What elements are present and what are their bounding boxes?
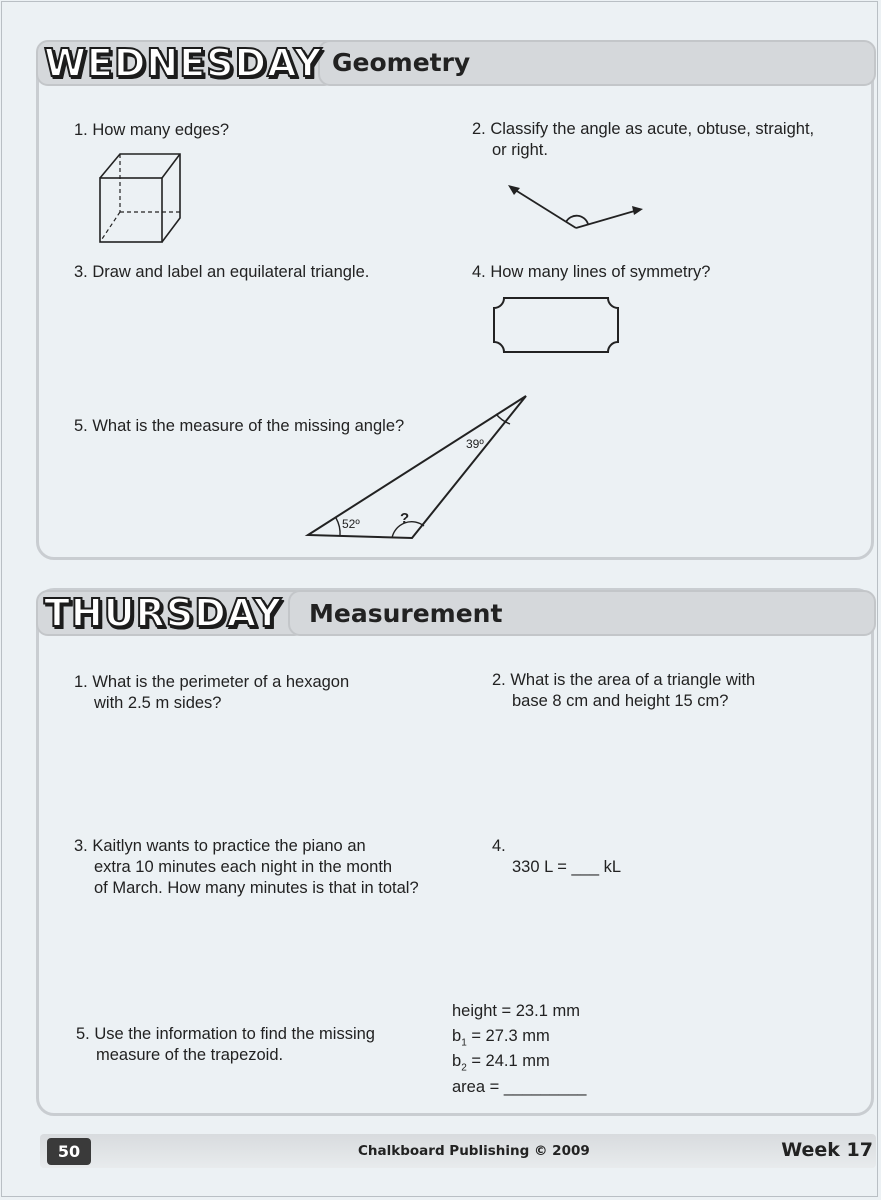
measurement-question-1-line1: 1. What is the perimeter of a hexagon: [74, 673, 350, 691]
geometry-question-4: 4. How many lines of symmetry?: [472, 263, 711, 281]
geometry-question-5: 5. What is the measure of the missing angle?: [74, 417, 405, 435]
page-number: 50: [47, 1138, 91, 1165]
measurement-question-4-text: 330 L = ___ kL: [512, 858, 622, 876]
triangle-figure: [300, 390, 532, 542]
trapezoid-area: area = _________: [452, 1078, 587, 1096]
measurement-question-3-line3: of March. How many minutes is that in total?: [94, 879, 419, 897]
measurement-question-5-line1: 5. Use the information to find the missing: [76, 1025, 375, 1043]
measurement-question-1-line2: with 2.5 m sides?: [94, 694, 222, 712]
trapezoid-base-2: $b_2 = 24.1$ mm: [452, 1052, 550, 1074]
missing-angle-label: ?: [400, 510, 410, 527]
thursday-heading: THURSDAY: [44, 591, 283, 635]
angle-39-label: 39º: [466, 437, 484, 451]
cube-figure: [94, 150, 186, 246]
angle-52-label: 52º: [342, 517, 360, 531]
obtuse-angle-figure: [500, 178, 650, 236]
measurement-question-3-line2: extra 10 minutes each night in the month: [94, 858, 393, 876]
publisher-credit: Chalkboard Publishing © 2009: [358, 1143, 590, 1159]
trapezoid-height: height = 23.1 mm: [452, 1002, 580, 1020]
measurement-title: Measurement: [309, 599, 503, 628]
measurement-question-2-line2: base 8 cm and height 15 cm?: [512, 692, 729, 710]
geometry-question-2-line1: 2. Classify the angle as acute, obtuse, straight,: [472, 120, 815, 138]
measurement-question-3-line1: 3. Kaitlyn wants to practice the piano an: [74, 837, 366, 855]
week-label: Week 17: [781, 1139, 873, 1161]
geometry-question-1: 1. How many edges?: [74, 121, 230, 139]
measurement-question-5-line2: measure of the trapezoid.: [96, 1046, 284, 1064]
measurement-question-2-line1: 2. What is the area of a triangle with: [492, 671, 756, 689]
geometry-question-2-line2: or right.: [492, 141, 548, 159]
symmetry-shape-figure: [490, 294, 622, 358]
geometry-question-3: 3. Draw and label an equilateral triangle.: [74, 263, 370, 281]
wednesday-heading: WEDNESDAY: [44, 41, 323, 85]
geometry-title: Geometry: [332, 48, 471, 77]
measurement-question-4-number: 4.: [492, 837, 506, 855]
trapezoid-base-1: $b_1 = 27.3$ mm: [452, 1027, 550, 1049]
